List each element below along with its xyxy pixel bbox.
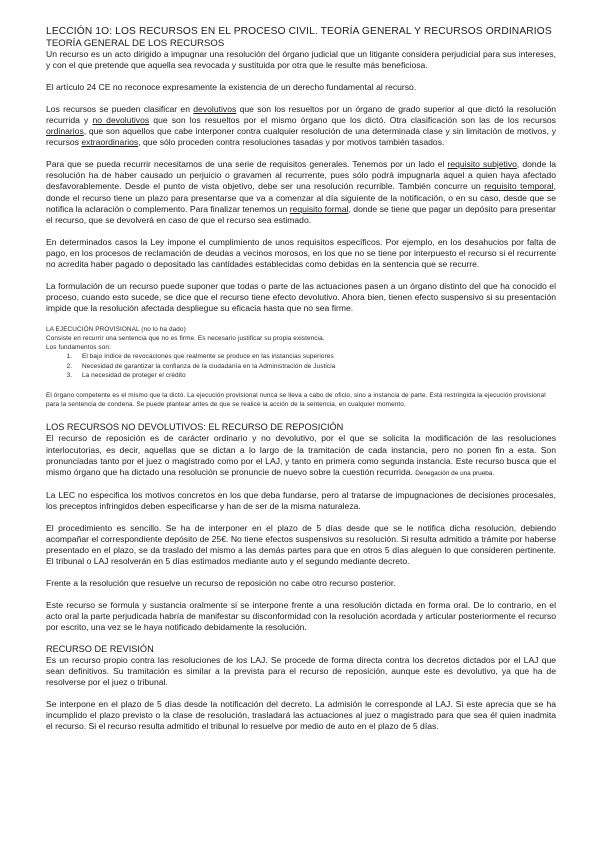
lesson-title: LECCIÓN 1O: LOS RECURSOS EN EL PROCESO CIVIL. TEORÍA GENERAL Y RECURSOS ORDINARIOS <box>46 26 552 37</box>
section-title-teoria-general: TEORÍA GENERAL DE LOS RECURSOS <box>46 38 225 49</box>
paragraph-definicion: Un recurso es un acto dirigido a impugnar una resolución del órgano judicial que un litigante considera perjudicial para sus intereses, y con el que pretende que aquella sea revocada y sustituida por otra que le resulte más beneficiosa. <box>46 49 556 71</box>
text-run: , que son aquellos que cabe interponer contra cualquier resolución de una determinada clase y sin limitación de motivos, y recursos <box>46 126 556 148</box>
text-run: que son los resueltos por un órgano de grado superior al que dictó la resolución recurrida y <box>46 103 557 125</box>
list-item: 3. La necesidad de proteger el crédito <box>74 371 556 380</box>
text-run: , donde se tiene que pagar un depósito para presentar el recurso, que se devolverá en caso de que el recurso sea estimado. <box>46 203 556 225</box>
ejecucion-provisional-heading: LA EJECUCIÓN PROVISIONAL (no lo ha dado) <box>46 325 186 333</box>
text-run: Para que se pueda recurrir necesitamos de una serie de requisitos generales. Tenemos por un lado el <box>46 158 448 169</box>
term-requisito-temporal: requisito temporal <box>484 181 554 192</box>
ejecucion-provisional-line: Consiste en recurrir una sentencia que no es firme. Es necesario justificar su propia existencia. <box>46 335 325 343</box>
paragraph-articulo-24: El artículo 24 CE no reconoce expresamente la existencia de un derecho fundamental al recurso. <box>46 81 417 92</box>
term-extraordinarios: extraordinarios <box>81 137 139 148</box>
term-requisito-formal: requisito formal <box>289 203 349 214</box>
list-item: 1. El bajo índice de revocaciones que realmente se produce en las instancias superiores <box>74 352 556 361</box>
paragraph-procedimiento: El procedimiento es sencillo. Se ha de interponer en el plazo de 5 días desde que se le notifica dicha resolución, debiendo acompañar el correspondiente depósito de 25€. No tiene efectos suspensivos su resolución. Si resulta admitido a trámite por haberse presentado en el plazo, se da traslado del mismo a las demás partes para que en otros 5 días aleguen lo que consideren pertinente. El tribunal o LAJ resolverán en 5 días estimados mediante auto y el segundo mediante decreto. <box>46 522 556 567</box>
text-run: que son los resueltos por el mismo órgano que los dictó. Otra clasificación son las de los recursos <box>149 114 556 125</box>
paragraph-oralmente: Este recurso se formula y sustancia oralmente si se interpone frente a una resolución dictada en forma oral. De lo contrario, en el acto oral la parte perjudicada habría de manifestar su disconformidad con la resolución acordada y articular posteriormente el recurso por escrito, una vez se le haya notificado debidamente la resolución. <box>46 599 556 633</box>
paragraph-requisitos <box>46 159 556 226</box>
paragraph-reposicion <box>46 433 556 479</box>
fundamentos-label: Los fundamentos son: <box>46 344 111 352</box>
paragraph-organo-competente: El órgano competente es el mismo que la dictó. La ejecución provisional nunca se lleva a cabo de oficio, sino a instancia de parte. Está restringida la ejecución provisional para la sentencia de condena. Se puede plantear antes de que se realice la acción de la sentencia, en cualquier momento. <box>46 392 546 409</box>
paragraph-no-cabe-recurso: Frente a la resolución que resuelve un recurso de reposición no cabe otro recurso posterior. <box>46 578 396 589</box>
fundamentos-list <box>46 352 556 380</box>
list-item: 2. Necesidad de garantizar la confianza de la ciudadanía en la Administración de Justicia <box>74 362 556 371</box>
paragraph-requisitos-especificos: En determinados casos la Ley impone el cumplimiento de unos requisitos específicos. Por ejemplo, en los desahucios por falta de pago, en los procesos de reclamación de deudas a vecinos morosos, en los que no se tiene por interpuesto el recurso si el recurrente no acredita haber pagado o depositado las cantidades establecidas como debidas en la sentencia que se recurre. <box>46 236 556 270</box>
text-run: , donde el recurso tiene un plazo para presentarse que va a comenzar al día siguiente de la notificación, o en su caso, desde que se notifica la aclaración o complemento. Para finalizar tenemos un <box>46 181 556 214</box>
paragraph-lec-motivos: La LEC no especifica los motivos concretos en los que deba fundarse, pero al tratarse de impugnaciones de decisiones procesales, los preceptos infringidos deben especificarse y han de ser de la misma naturaleza. <box>46 489 556 511</box>
paragraph-plazo-revision: Se interpone en el plazo de 5 días desde la notificación del decreto. La admisión le corresponde al LAJ. Si este aprecia que se ha incumplido el plazo previsto o la clase de resolución, trasladará las actuaciones al juez o magistrado para que sea él quien inadmita el recurso. Si el recurso resulta admitido el tribunal lo resuelve por medio de auto en el plazo de 5 días. <box>46 698 556 732</box>
term-ordinarios: ordinarios <box>46 126 84 137</box>
ejecucion-provisional-block <box>46 325 556 380</box>
text-run: , donde la resolución ha de haber causado un perjuicio o gravamen al recurrente, pues sólo podrá impugnarla aquel a quien haya afectado desfavorablemente. Desde el punto de vista objetivo, debe ser una resolución recurrible. También concurre un <box>46 158 557 192</box>
section-heading-revision: RECURSO DE REVISIÓN <box>46 643 154 654</box>
paragraph-clasificacion <box>46 104 556 149</box>
term-no-devolutivos: no devolutivos <box>92 114 150 125</box>
text-run: , que sólo proceden contra resoluciones tasadas y por motivos también tasados. <box>138 137 445 148</box>
section-heading-reposicion: LOS RECURSOS NO DEVOLUTIVOS: EL RECURSO DE REPOSICIÓN <box>46 422 344 433</box>
note-denegacion-prueba: Denegación de una prueba. <box>415 470 495 478</box>
term-devolutivos: devolutivos <box>193 103 237 114</box>
text-run: Los recursos se pueden clasificar en <box>46 103 194 114</box>
paragraph-revision: Es un recurso propio contra las resoluciones de los LAJ. Se procede de forma directa contra los decretos dictados por el LAJ que sean definitivos. Su tramitación es similar a la prevista para el recurso de reposición, aunque este es devolutivo, ya que ha de resolverse por el juez o tribunal. <box>46 654 556 688</box>
paragraph-efectos: La formulación de un recurso puede suponer que todas o parte de las actuaciones pasen a un órgano distinto del que ha conocido el proceso, cuando esto sucede, se dice que el recurso tiene efecto devolutivo. Ahora bien, tienen efecto suspensivo si su presentación impide que la resolución afectada despliegue su eficacia hasta que no sea firme. <box>46 280 556 314</box>
term-requisito-subjetivo: requisito subjetivo <box>447 158 517 169</box>
text-run: El recurso de reposición es de carácter ordinario y no devolutivo, por el que se solicita la modificación de las resoluciones interlocutorias, es decir, aquellas que se dictan a lo largo de la tramitación de cada instancia, pero no ponen fin a esta. Son pronunciadas tanto por el juez o magistrado como por el LAJ, y tanto en primera como segunda instancia. Este recurso busca que el mismo órgano que ha dictado una resolución se pronuncie de nuevo sobre la cuestión recurrida. <box>46 433 556 478</box>
